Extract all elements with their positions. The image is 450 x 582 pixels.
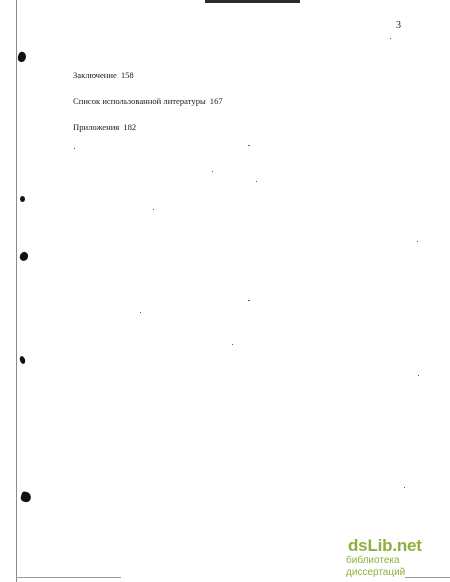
punch-hole-icon: [17, 51, 28, 63]
punch-hole-icon: [19, 355, 26, 364]
toc-entry-title: Приложения: [73, 122, 120, 132]
dslib-watermark: [348, 537, 448, 579]
scan-speck: [153, 209, 154, 210]
punch-hole-icon: [18, 251, 30, 263]
scan-speck: [390, 38, 391, 39]
punch-hole-icon: [20, 196, 25, 202]
scan-speck: [418, 375, 419, 376]
page-number: 3: [396, 20, 401, 31]
scan-speck: [140, 312, 141, 313]
toc-entry-title: Список использованной литературы: [73, 96, 206, 106]
scan-speck: [417, 241, 418, 242]
toc-entry-appendices: [73, 122, 405, 582]
scan-speck: [232, 344, 233, 345]
scan-speck: [74, 148, 75, 149]
scan-speck: [212, 171, 213, 172]
binding-edge-line: [16, 0, 17, 582]
scan-speck: [248, 145, 250, 146]
toc-entry-page: 158: [121, 70, 405, 582]
toc-entry-page: 182: [123, 122, 405, 582]
punch-hole-icon: [20, 491, 32, 503]
toc-entry-title: Заключение: [73, 70, 117, 80]
scan-speck: [404, 487, 405, 488]
scan-speck: [256, 181, 257, 182]
scan-top-strip: [205, 0, 300, 3]
toc-entry-page: 167: [210, 96, 405, 582]
watermark-subtitle: библиотека диссертаций: [346, 555, 406, 578]
scan-speck: [248, 300, 250, 301]
watermark-logo: dsLib.net: [348, 536, 422, 555]
